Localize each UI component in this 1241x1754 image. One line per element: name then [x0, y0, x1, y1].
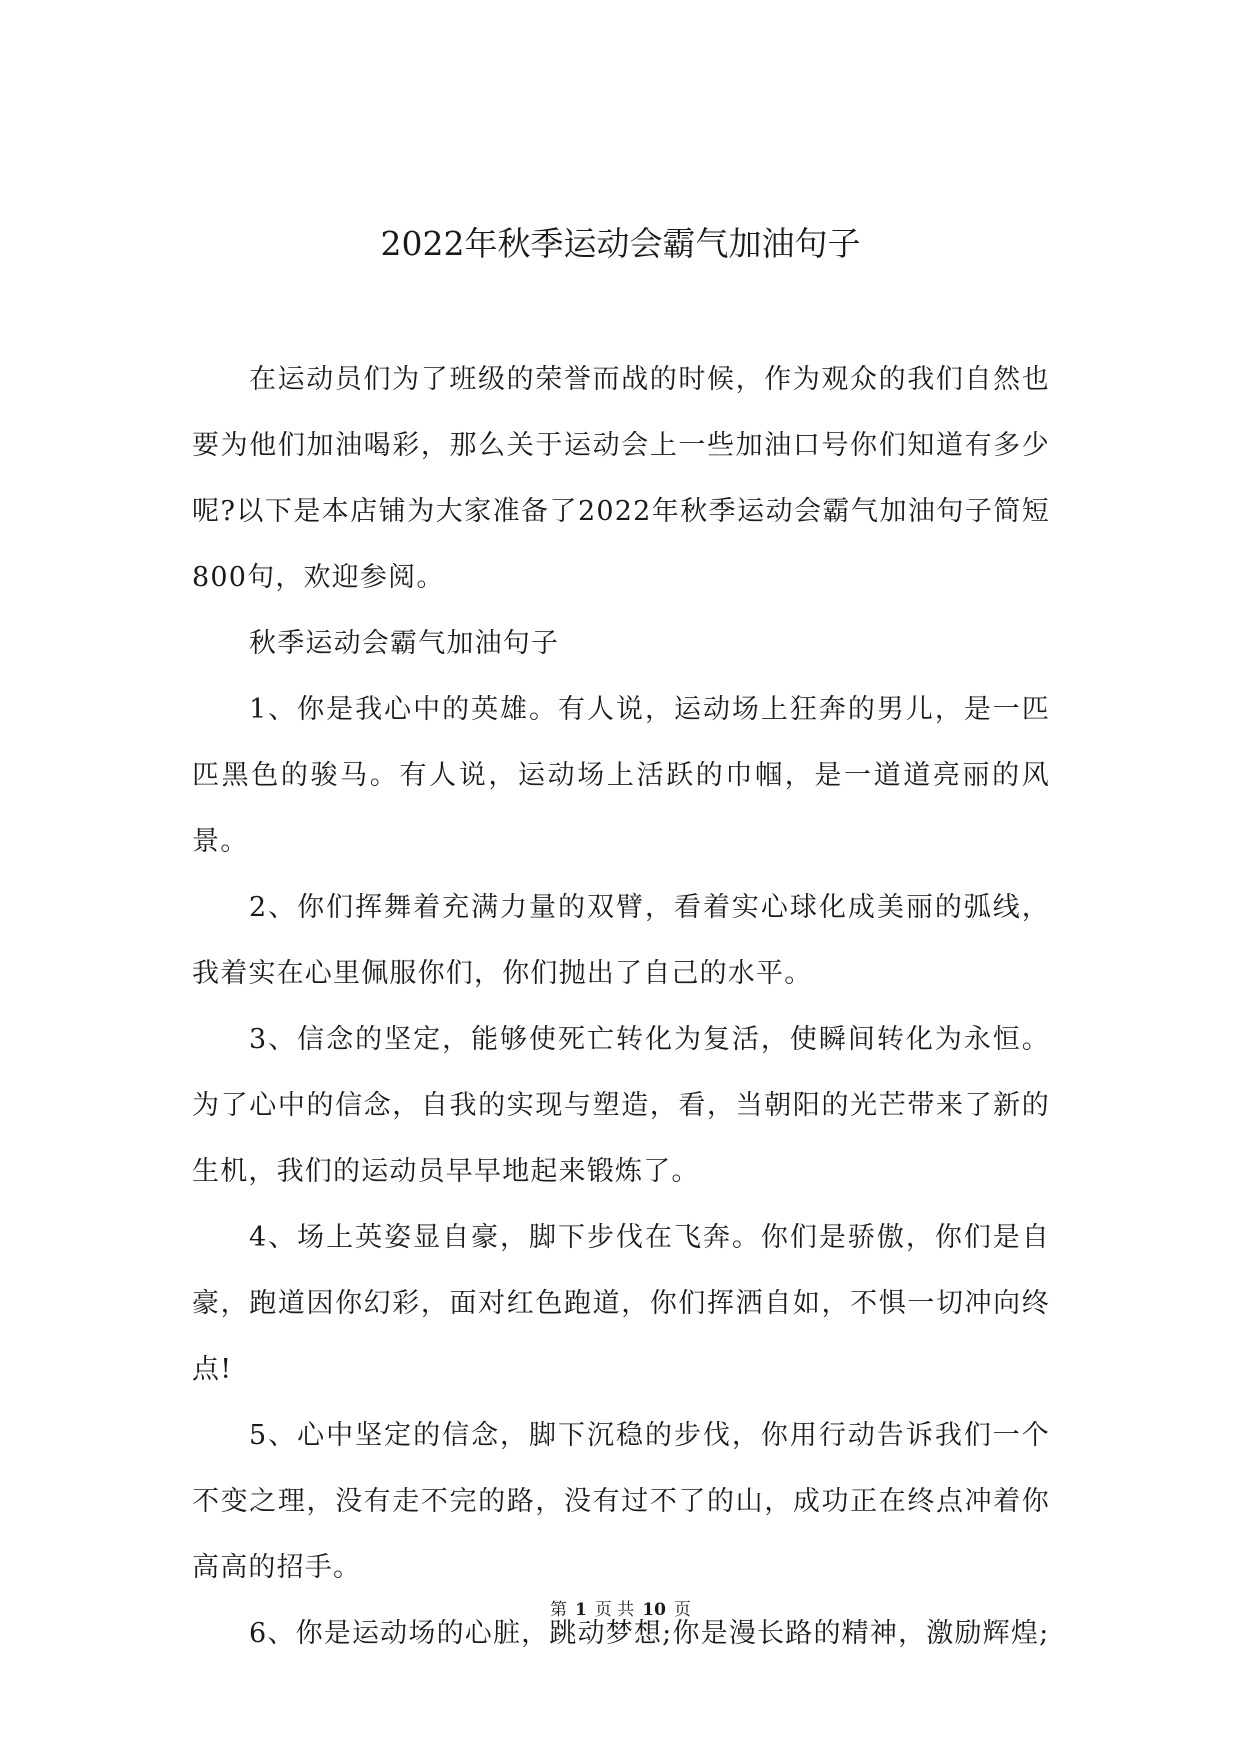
document-title: 2022年秋季运动会霸气加油句子	[380, 224, 861, 263]
current-page-number: 1	[575, 1600, 587, 1620]
list-item: 6、你是运动场的心脏，跳动梦想;你是漫长路的精神，激励辉煌;	[249, 1618, 1050, 1649]
footer-prefix: 第	[550, 1600, 568, 1620]
section-subheading: 秋季运动会霸气加油句子	[249, 628, 560, 659]
total-page-count: 10	[642, 1600, 666, 1620]
list-item: 4、场上英姿显自豪，脚下步伐在飞奔。你们是骄傲，你们是自豪，跑道因你幻彩，面对红色跑道，你们挥洒自如，不惧一切冲向终点!	[192, 1222, 1050, 1385]
intro-paragraph: 在运动员们为了班级的荣誉而战的时候，作为观众的我们自然也要为他们加油喝彩，那么关于运动会上一些加油口号你们知道有多少呢?以下是本店铺为大家准备了2022年秋季运动会霸气加油句子简短800句，欢迎参阅。	[192, 364, 1050, 593]
list-item: 2、你们挥舞着充满力量的双臂，看着实心球化成美丽的弧线，我着实在心里佩服你们，你们抛出了自己的水平。	[192, 892, 1050, 989]
list-item: 5、心中坚定的信念，脚下沉稳的步伐，你用行动告诉我们一个不变之理，没有走不完的路，没有过不了的山，成功正在终点冲着你高高的招手。	[192, 1420, 1050, 1583]
page-footer	[0, 1598, 1241, 1622]
footer-suffix: 页	[673, 1600, 691, 1620]
document-body	[192, 347, 1050, 1667]
footer-mid: 页 共	[594, 1600, 635, 1620]
list-item: 1、你是我心中的英雄。有人说，运动场上狂奔的男儿，是一匹匹黑色的骏马。有人说，运动场上活跃的巾帼，是一道道亮丽的风景。	[192, 694, 1050, 857]
list-item: 3、信念的坚定，能够使死亡转化为复活，使瞬间转化为永恒。为了心中的信念，自我的实现与塑造，看，当朝阳的光芒带来了新的生机，我们的运动员早早地起来锻炼了。	[192, 1024, 1050, 1187]
